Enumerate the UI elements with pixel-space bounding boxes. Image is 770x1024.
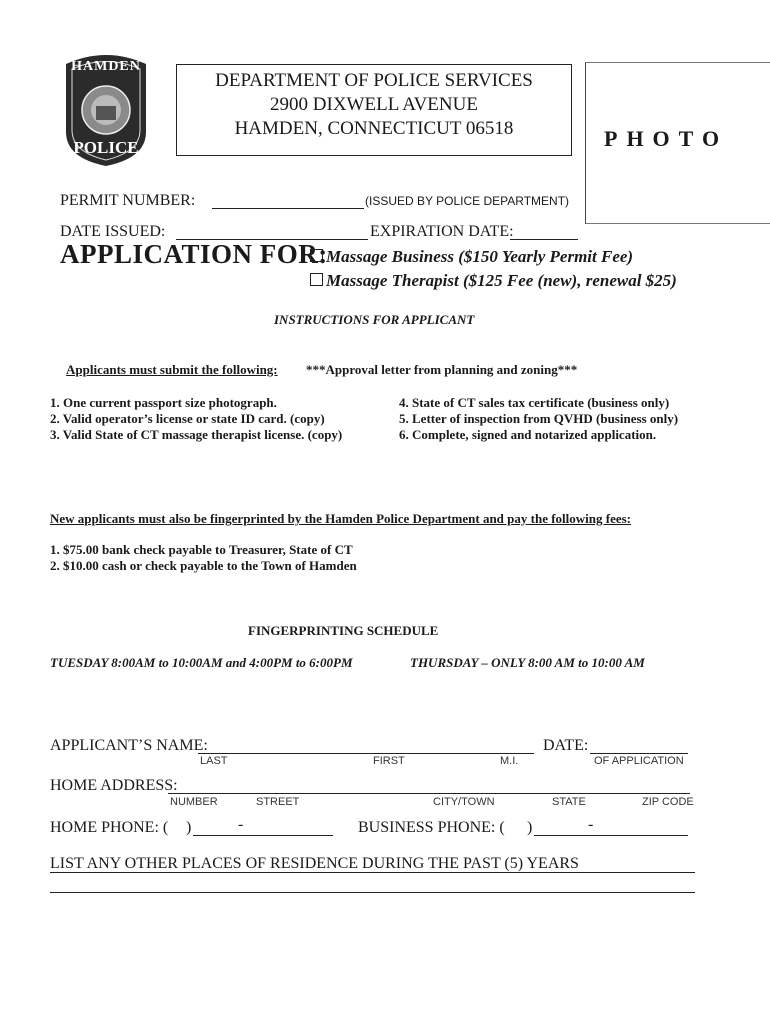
department-name: DEPARTMENT OF POLICE SERVICES (215, 70, 533, 91)
date-issued-label: DATE ISSUED: (60, 223, 166, 240)
residence-label: LIST ANY OTHER PLACES OF RESIDENCE DURING THE PAST (5) YEARS (50, 855, 579, 872)
department-city: HAMDEN, CONNECTICUT 06518 (234, 118, 514, 139)
approval-note: ***Approval letter from planning and zoning*** (306, 362, 578, 377)
hamden-police-logo (60, 50, 152, 168)
schedule-thursday: THURSDAY – ONLY 8:00 AM to 10:00 AM (410, 655, 645, 670)
list-item: 1. $75.00 bank check payable to Treasurer, State of CT (50, 542, 353, 557)
home-address-label: HOME ADDRESS: (50, 777, 178, 794)
photo-label: PHOTO (604, 126, 729, 151)
list-item: 2. $10.00 cash or check payable to the Town of Hamden (50, 558, 357, 573)
massage-therapist-checkbox[interactable] (310, 273, 323, 286)
requirements-right-list (399, 395, 678, 443)
list-item: 1. One current passport size photograph. (50, 395, 277, 410)
list-item: 2. Valid operator’s license or state ID card. (copy) (50, 411, 325, 426)
logo-text-bottom: POLICE (73, 138, 139, 157)
permit-number-label: PERMIT NUMBER: (60, 192, 196, 209)
business-phone-label: BUSINESS PHONE: ( (358, 819, 505, 836)
name-sub-last: LAST (200, 755, 228, 767)
home-phone-field[interactable] (193, 835, 333, 836)
list-item: 4. State of CT sales tax certificate (business only) (399, 395, 670, 410)
address-sub-city: CITY/TOWN (433, 796, 495, 808)
application-title: APPLICATION FOR: (60, 239, 328, 269)
name-sub-mi: M.I. (500, 755, 519, 767)
logo-text-top: HAMDEN (71, 59, 141, 74)
business-phone-field[interactable] (534, 835, 688, 836)
business-phone-close-paren: ) (527, 819, 533, 836)
submit-label: Applicants must submit the following: (66, 362, 278, 377)
expiration-date-label: EXPIRATION DATE: (370, 223, 514, 240)
list-item: 6. Complete, signed and notarized application. (399, 427, 657, 442)
department-street: 2900 DIXWELL AVENUE (270, 94, 478, 115)
application-date-field[interactable] (590, 753, 688, 754)
department-header (176, 64, 572, 156)
business-phone-dash: - (588, 816, 594, 833)
date-label: DATE: (543, 737, 589, 754)
date-sub-application: OF APPLICATION (594, 755, 684, 767)
name-sub-first: FIRST (373, 755, 405, 767)
address-sub-number: NUMBER (170, 796, 218, 808)
address-sub-zip: ZIP CODE (642, 796, 694, 808)
schedule-heading: FINGERPRINTING SCHEDULE (248, 623, 439, 638)
applicant-name-field[interactable] (198, 753, 534, 754)
home-phone-label: HOME PHONE: ( (50, 819, 169, 836)
instructions-heading: INSTRUCTIONS FOR APPLICANT (274, 312, 475, 327)
fees-list (50, 542, 357, 574)
home-phone-dash: - (238, 816, 244, 833)
list-item: 3. Valid State of CT massage therapist license. (copy) (50, 427, 343, 442)
applicant-name-label: APPLICANT’S NAME: (50, 737, 208, 754)
massage-therapist-label: Massage Therapist ($125 Fee (new), renewal $25) (326, 271, 677, 290)
address-sub-state: STATE (552, 796, 586, 808)
requirements-left-list (50, 395, 342, 443)
permit-issued-note: (ISSUED BY POLICE DEPARTMENT) (365, 194, 570, 208)
residence-field-line-2[interactable] (50, 892, 695, 893)
massage-business-checkbox[interactable] (310, 249, 323, 262)
residence-field-line-1[interactable] (50, 872, 695, 873)
home-address-field[interactable] (168, 793, 690, 794)
option-massage-therapist[interactable] (310, 271, 677, 291)
home-phone-close-paren: ) (186, 819, 192, 836)
fees-heading: New applicants must also be fingerprinted by the Hamden Police Department and pay the following fees: (50, 511, 632, 526)
address-sub-street: STREET (256, 796, 300, 808)
option-massage-business[interactable] (310, 247, 633, 267)
list-item: 5. Letter of inspection from QVHD (business only) (399, 411, 679, 426)
permit-number-field[interactable] (212, 208, 364, 209)
schedule-tuesday: TUESDAY 8:00AM to 10:00AM and 4:00PM to 6:00PM (50, 655, 353, 670)
expiration-date-field[interactable] (510, 239, 578, 240)
massage-business-label: Massage Business ($150 Yearly Permit Fee) (326, 247, 634, 266)
